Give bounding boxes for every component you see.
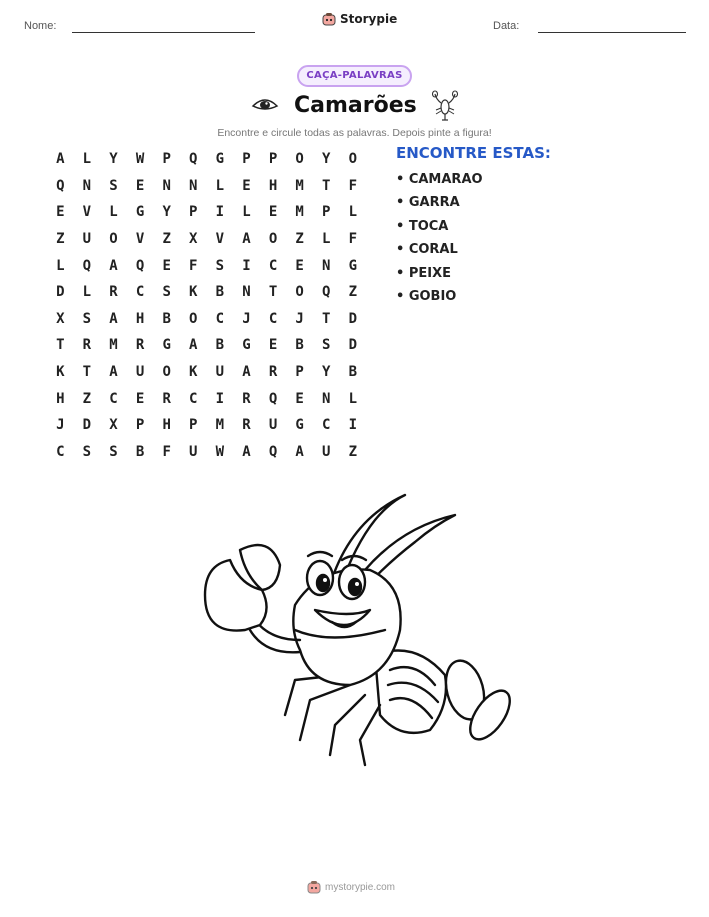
grid-letter[interactable]: P (189, 204, 198, 221)
footer-url: mystorypie.com (325, 881, 396, 893)
grid-letter[interactable]: L (322, 231, 331, 248)
word-list-title: ENCONTRE ESTAS: (396, 144, 551, 162)
grid-letter[interactable]: D (348, 310, 358, 327)
grid-letter[interactable]: E (268, 337, 278, 354)
grid-letter[interactable]: B (295, 337, 304, 354)
grid-letter[interactable]: U (322, 443, 331, 460)
grid-letter[interactable]: L (82, 151, 92, 168)
word-item: • TOCA (396, 218, 449, 234)
grid-letter[interactable]: Q (56, 177, 65, 194)
grid-letter[interactable]: U (135, 364, 145, 381)
grid-letter[interactable]: E (295, 257, 304, 274)
word-list (396, 171, 483, 311)
footer (307, 880, 395, 894)
grid-letter[interactable]: R (82, 337, 92, 354)
grid-letter[interactable]: L (56, 257, 65, 274)
grid-letter[interactable]: Q (268, 390, 278, 407)
grid-letter[interactable]: C (268, 310, 278, 327)
grid-letter[interactable]: C (109, 390, 118, 407)
grid-letter[interactable]: E (135, 390, 145, 407)
grid-letter[interactable]: M (295, 177, 304, 194)
grid-letter[interactable]: D (56, 284, 65, 301)
grid-letter[interactable]: U (268, 417, 278, 434)
brand-logo (322, 12, 397, 26)
grid-letter[interactable]: L (109, 204, 118, 221)
grid-letter[interactable]: I (215, 390, 225, 407)
grid-letter[interactable]: G (215, 151, 225, 168)
grid-letter[interactable]: A (109, 310, 118, 327)
grid-letter[interactable]: S (109, 443, 118, 460)
grid-letter[interactable]: L (215, 177, 225, 194)
grid-letter[interactable]: K (56, 364, 65, 381)
grid-letter[interactable]: X (109, 417, 118, 434)
grid-letter[interactable]: A (109, 257, 118, 274)
grid-letter[interactable]: J (56, 417, 65, 434)
word-search-grid (47, 146, 366, 465)
grid-letter[interactable]: B (215, 337, 225, 354)
word-item: • CAMARAO (396, 172, 483, 187)
grid-letter[interactable]: H (268, 177, 278, 194)
grid-letter[interactable]: C (135, 284, 145, 301)
grid-letter[interactable]: T (56, 337, 65, 354)
grid-letter[interactable]: Z (56, 231, 65, 248)
grid-letter[interactable]: P (322, 204, 331, 221)
grid-letter[interactable]: R (109, 284, 118, 301)
grid-letter[interactable]: G (348, 257, 358, 274)
grid-letter[interactable]: Z (348, 443, 358, 460)
grid-letter[interactable]: E (295, 390, 304, 407)
grid-letter[interactable]: Q (268, 443, 278, 460)
grid-letter[interactable]: E (268, 204, 278, 221)
grid-letter[interactable]: H (162, 417, 171, 434)
grid-letter[interactable]: Z (162, 231, 171, 248)
grid-letter[interactable]: I (242, 257, 251, 274)
grid-letter[interactable]: N (162, 177, 171, 194)
word-item: • GARRA (396, 195, 460, 211)
grid-letter[interactable]: M (109, 337, 118, 354)
grid-letter[interactable]: O (109, 231, 118, 248)
grid-letter[interactable]: W (135, 151, 145, 168)
grid-letter[interactable]: K (189, 364, 198, 381)
word-item: • CORAL (396, 242, 458, 258)
grid-letter[interactable]: C (268, 257, 278, 274)
grid-letter[interactable]: B (162, 310, 171, 327)
grid-letter[interactable]: R (162, 390, 171, 407)
grid-letter[interactable]: I (348, 417, 358, 434)
grid-letter[interactable]: G (295, 417, 304, 434)
grid-letter[interactable]: A (189, 337, 198, 354)
grid-letter[interactable]: E (56, 204, 65, 221)
grid-letter[interactable]: S (109, 177, 118, 194)
grid-letter[interactable]: C (322, 417, 331, 434)
grid-letter[interactable]: L (348, 204, 358, 221)
grid-letter[interactable]: T (82, 364, 92, 381)
grid-letter[interactable]: C (189, 390, 198, 407)
grid-letter[interactable]: M (295, 204, 304, 221)
grid-letter[interactable]: A (242, 231, 251, 248)
grid-letter[interactable]: T (322, 177, 331, 194)
grid-letter[interactable]: Q (82, 257, 92, 274)
grid-letter[interactable]: N (242, 284, 251, 301)
grid-letter[interactable]: Q (322, 284, 331, 301)
grid-letter[interactable]: Y (109, 151, 118, 168)
grid-letter[interactable]: A (295, 443, 304, 460)
grid-letter[interactable]: S (215, 257, 225, 274)
grid-letter[interactable]: S (82, 443, 92, 460)
word-item: • GOBIO (396, 288, 457, 304)
grid-letter[interactable]: Q (189, 151, 198, 168)
grid-letter[interactable]: U (215, 364, 225, 381)
grid-letter[interactable]: R (268, 364, 278, 381)
grid-letter[interactable]: K (189, 284, 198, 301)
grid-letter[interactable]: Z (348, 284, 358, 301)
grid-letter[interactable]: F (162, 443, 171, 460)
grid-letter[interactable]: N (189, 177, 198, 194)
grid-letter[interactable]: R (135, 337, 145, 354)
instructions: Encontre e circule todas as palavras. Depois pinte a figura! (217, 127, 492, 139)
grid-letter[interactable]: P (295, 364, 304, 381)
grid-letter[interactable]: O (268, 231, 278, 248)
grid-letter[interactable]: E (242, 177, 251, 194)
grid-letter[interactable]: J (242, 310, 251, 327)
shrimp-illustration (200, 490, 520, 780)
grid-letter[interactable]: P (162, 151, 171, 168)
grid-letter[interactable]: Y (322, 364, 331, 381)
grid-letter[interactable]: O (295, 151, 304, 168)
eye-icon (251, 96, 279, 114)
storypie-logo-icon (307, 880, 321, 894)
grid-letter[interactable]: V (135, 231, 145, 248)
grid-letter[interactable]: Y (322, 151, 331, 168)
grid-letter[interactable]: T (322, 310, 331, 327)
grid-letter[interactable]: J (295, 310, 304, 327)
word-item: • PEIXE (396, 265, 451, 281)
grid-letter[interactable]: X (56, 310, 65, 327)
grid-letter[interactable]: L (348, 390, 358, 407)
grid-letter[interactable]: A (242, 364, 251, 381)
grid-letter[interactable]: M (215, 417, 225, 434)
grid-letter[interactable]: V (82, 204, 92, 221)
grid-letter[interactable]: A (109, 364, 118, 381)
grid-letter[interactable]: T (268, 284, 278, 301)
grid-letter[interactable]: C (56, 443, 65, 460)
grid-letter[interactable]: B (215, 284, 225, 301)
grid-letter[interactable]: X (189, 231, 198, 248)
grid-letter[interactable]: A (242, 443, 251, 460)
grid-letter[interactable]: P (268, 151, 278, 168)
grid-letter[interactable]: P (189, 417, 198, 434)
grid-letter[interactable]: H (135, 310, 145, 327)
grid-letter[interactable]: G (162, 337, 171, 354)
name-label: Nome: (24, 20, 57, 32)
grid-letter[interactable]: O (348, 151, 358, 168)
grid-letter[interactable]: L (82, 284, 92, 301)
grid-letter[interactable]: F (348, 177, 358, 194)
grid-letter[interactable]: P (242, 151, 251, 168)
date-field[interactable] (538, 32, 686, 33)
grid-letter[interactable]: O (189, 310, 198, 327)
grid-letter[interactable]: N (322, 390, 331, 407)
grid-letter[interactable]: O (295, 284, 304, 301)
grid-letter[interactable]: P (135, 417, 145, 434)
grid-letter[interactable]: C (215, 310, 225, 327)
name-field[interactable] (72, 32, 255, 33)
grid-letter[interactable]: H (56, 390, 65, 407)
grid-letter[interactable]: L (242, 204, 251, 221)
grid-letter[interactable]: W (215, 443, 225, 460)
grid-letter[interactable]: Z (82, 390, 92, 407)
storypie-logo-icon (322, 12, 336, 26)
grid-letter[interactable]: U (189, 443, 198, 460)
grid-letter[interactable]: F (189, 257, 198, 274)
grid-letter[interactable]: S (162, 284, 171, 301)
grid-letter[interactable]: Z (295, 231, 304, 248)
grid-letter[interactable]: D (348, 337, 358, 354)
grid-letter[interactable]: E (162, 257, 171, 274)
grid-letter[interactable]: B (135, 443, 145, 460)
grid-letter[interactable]: S (322, 337, 331, 354)
grid-letter[interactable]: B (348, 364, 358, 381)
grid-letter[interactable]: R (242, 390, 251, 407)
grid-letter[interactable]: A (56, 151, 65, 168)
category-badge: CAÇA-PALAVRAS (297, 65, 412, 87)
grid-letter[interactable]: G (242, 337, 251, 354)
grid-letter[interactable]: V (215, 231, 225, 248)
brand-name: Storypie (340, 12, 398, 26)
grid-letter[interactable]: Q (135, 257, 145, 274)
grid-letter[interactable]: O (162, 364, 171, 381)
grid-letter[interactable]: R (242, 417, 251, 434)
lobster-icon (432, 90, 458, 122)
grid-letter[interactable]: I (215, 204, 225, 221)
grid-letter[interactable]: U (82, 231, 92, 248)
date-label: Data: (493, 20, 520, 32)
grid-letter[interactable]: F (348, 231, 358, 248)
page-title: Camarões (294, 93, 417, 118)
grid-letter[interactable]: N (322, 257, 331, 274)
grid-letter[interactable]: S (82, 310, 92, 327)
grid-letter[interactable]: N (82, 177, 92, 194)
grid-letter[interactable]: G (135, 204, 145, 221)
grid-letter[interactable]: Y (162, 204, 171, 221)
grid-letter[interactable]: E (135, 177, 145, 194)
grid-letter[interactable]: D (82, 417, 92, 434)
